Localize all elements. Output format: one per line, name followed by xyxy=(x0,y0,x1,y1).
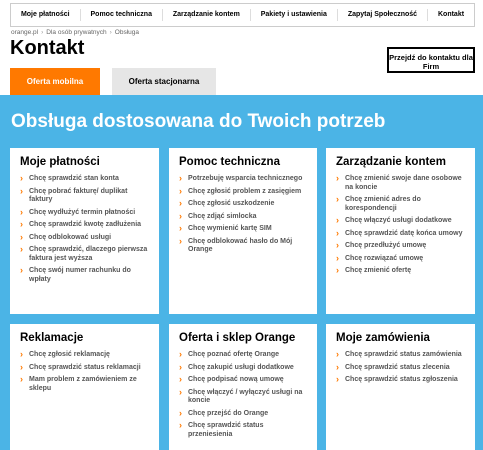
card-link[interactable]: › Chcę pobrać fakturę/ duplikat faktury xyxy=(20,188,151,205)
card-moje-platnosci xyxy=(10,148,159,314)
card-link[interactable]: › Chcę swój numer rachunku do wpłaty xyxy=(20,267,151,284)
card-link[interactable]: › Chcę sprawdzić, dlaczego pierwsza faktura jest wyższa xyxy=(20,246,151,263)
card-link[interactable]: › Chcę wymienić kartę SIM xyxy=(179,225,309,234)
card-link[interactable]: › Chcę sprawdzić stan konta xyxy=(20,175,151,184)
card-link[interactable]: › Chcę rozwiązać umowę xyxy=(336,255,467,264)
nav-pomoc-techniczna[interactable]: Pomoc techniczna xyxy=(81,9,163,21)
page-title: Kontakt xyxy=(10,37,85,59)
card-pomoc-techniczna xyxy=(169,148,317,314)
tab-oferta-stacjonarna[interactable]: Oferta stacjonarna xyxy=(112,68,216,95)
card-link[interactable]: › Chcę włączyć usługi dodatkowe xyxy=(336,217,467,226)
card-link[interactable]: › Chcę sprawdzić status reklamacji xyxy=(20,364,151,373)
card-title: Moje zamówienia xyxy=(336,332,430,344)
card-link[interactable]: › Chcę zmienić swoje dane osobowe na koncie xyxy=(336,175,467,192)
breadcrumb xyxy=(11,29,139,36)
card-link[interactable]: › Potrzebuję wsparcia technicznego xyxy=(179,175,309,184)
card-title: Pomoc techniczna xyxy=(179,156,280,168)
card-link[interactable]: › Chcę sprawdzić datę końca umowy xyxy=(336,230,467,239)
card-link[interactable]: › Chcę sprawdzić status przeniesienia xyxy=(179,422,309,439)
card-link[interactable]: › Chcę sprawdzić kwotę zadłużenia xyxy=(20,221,151,230)
breadcrumb-separator-icon: › xyxy=(41,29,44,36)
nav-zapytaj-spolecznosc[interactable]: Zapytaj Społeczność xyxy=(338,9,428,21)
card-title: Moje płatności xyxy=(20,156,100,168)
card-title: Reklamacje xyxy=(20,332,84,344)
card-link[interactable]: › Chcę wydłużyć termin płatności xyxy=(20,209,151,218)
card-link[interactable]: › Chcę zmienić ofertę xyxy=(336,267,467,276)
card-reklamacje xyxy=(10,324,159,450)
nav-moje-platnosci[interactable]: Moje płatności xyxy=(11,9,81,21)
card-oferta-i-sklep xyxy=(169,324,317,450)
card-title: Zarządzanie kontem xyxy=(336,156,446,168)
card-link[interactable]: › Chcę odblokować hasło do Mój Orange xyxy=(179,238,309,255)
breadcrumb-separator-icon: › xyxy=(109,29,112,36)
breadcrumb-private-link[interactable]: Dla osób prywatnych xyxy=(46,29,107,36)
card-link[interactable]: › Chcę zgłosić uszkodzenie xyxy=(179,200,309,209)
card-link[interactable]: › Chcę zgłosić reklamację xyxy=(20,351,151,360)
breadcrumb-current: Obsługa xyxy=(114,29,140,36)
banner-heading: Obsługa dostosowana do Twoich potrzeb xyxy=(11,111,386,132)
card-link[interactable]: › Chcę zgłosić problem z zasięgiem xyxy=(179,188,309,197)
card-link[interactable]: › Chcę przedłużyć umowę xyxy=(336,242,467,251)
card-link[interactable]: › Chcę zmienić adres do korespondencji xyxy=(336,196,467,213)
nav-kontakt[interactable]: Kontakt xyxy=(437,11,465,18)
card-title: Oferta i sklep Orange xyxy=(179,332,296,344)
card-link[interactable]: › Chcę odblokować usługi xyxy=(20,234,151,243)
card-link[interactable]: › Chcę włączyć / wyłączyć usługi na koncie xyxy=(179,389,309,406)
tab-oferta-mobilna[interactable]: Oferta mobilna xyxy=(10,68,100,95)
card-link[interactable]: › Mam problem z zamówieniem ze sklepu xyxy=(20,376,151,393)
breadcrumb-home-link[interactable]: orange.pl xyxy=(11,29,39,36)
offer-tabs xyxy=(10,68,216,95)
card-link[interactable]: › Chcę zakupić usługi dodatkowe xyxy=(179,364,309,373)
card-link[interactable]: › Chcę przejść do Orange xyxy=(179,410,309,419)
card-link[interactable]: › Chcę zdjąć simlocka xyxy=(179,213,309,222)
card-link[interactable]: › Chcę sprawdzić status zlecenia xyxy=(336,364,467,373)
business-contact-button[interactable]: Przejdź do kontaktu dla Firm xyxy=(387,47,475,73)
card-zarzadzanie-kontem xyxy=(326,148,475,314)
nav-zarzadzanie-kontem[interactable]: Zarządzanie kontem xyxy=(163,9,251,21)
card-moje-zamowienia xyxy=(326,324,475,450)
top-navigation xyxy=(10,3,475,27)
card-link[interactable]: › Chcę sprawdzić status zgłoszenia xyxy=(336,376,467,385)
card-link[interactable]: › Chcę poznać ofertę Orange xyxy=(179,351,309,360)
nav-pakiety-i-ustawienia[interactable]: Pakiety i ustawienia xyxy=(251,9,338,21)
card-link[interactable]: › Chcę podpisać nową umowę xyxy=(179,376,309,385)
card-link[interactable]: › Chcę sprawdzić status zamówienia xyxy=(336,351,467,360)
